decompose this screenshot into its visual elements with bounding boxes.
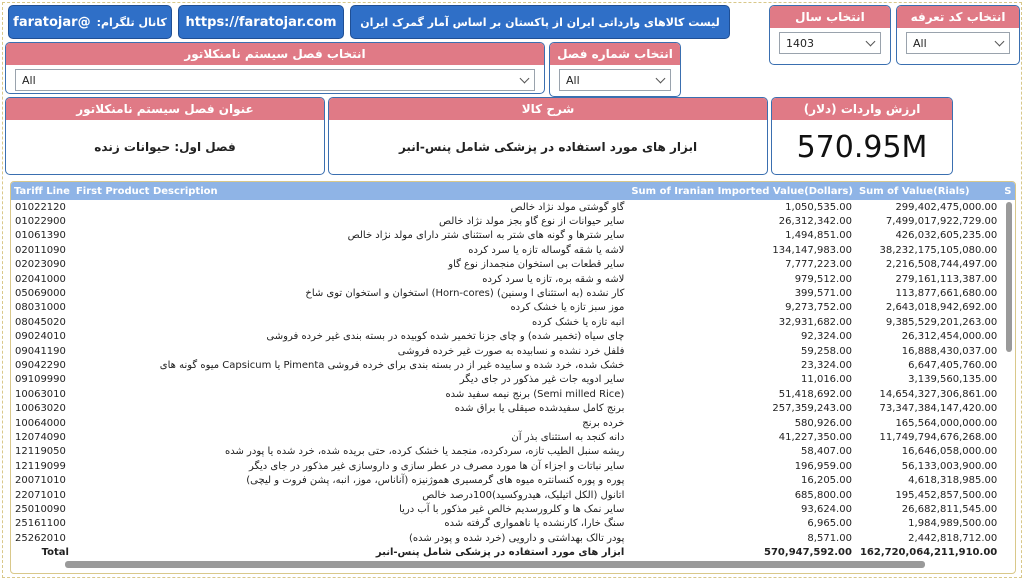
imported-value-dollars-cell: 979,512.00 xyxy=(794,273,852,285)
table-row[interactable] xyxy=(11,502,1015,516)
total-rials-cell: 162,720,064,211,910.00 xyxy=(859,547,998,559)
imported-value-dollars-cell: 26,312,342.00 xyxy=(778,216,852,228)
goods-description-card-value: ابزار های مورد استفاده در پزشکی شامل پنس-انبر xyxy=(398,140,698,154)
column-header-imported-value-dollars[interactable]: Sum of Iranian Imported Value(Dollars) xyxy=(628,182,856,200)
product-description-cell: سنگ خارا، کارنشده یا ناهمواری گرفته شده xyxy=(444,518,625,530)
value-rials-cell: 2,442,818,712.00 xyxy=(908,532,998,544)
chapter-number-select-value: All xyxy=(566,73,580,87)
tariff-line-cell: 12119099 xyxy=(15,460,66,472)
imported-value-dollars-cell: 1,050,535.00 xyxy=(785,201,852,213)
tariff-line-cell: 09024010 xyxy=(15,331,66,343)
website-button[interactable]: https://faratojar.com xyxy=(178,5,344,39)
product-description-cell: (Semi milled Rice) برنج نیمه سفید شده xyxy=(445,388,625,400)
tariff-line-cell: 25010090 xyxy=(15,503,66,515)
imported-value-dollars-cell: 196,959.00 xyxy=(794,460,852,472)
imported-value-dollars-cell: 8,571.00 xyxy=(807,532,852,544)
horizontal-scrollbar[interactable] xyxy=(65,561,925,568)
truncated-cell xyxy=(1001,373,1015,387)
product-description-cell: سایر قطعات بی استخوان منجمداز نوع گاو xyxy=(448,259,625,271)
table-header-row xyxy=(11,182,1015,200)
value-rials-cell: 7,499,017,922,729.00 xyxy=(885,216,998,228)
tariff-line-cell: 09042290 xyxy=(15,359,66,371)
tariff-line-cell: 02011090 xyxy=(15,244,66,256)
value-rials-cell: 299,402,475,000.00 xyxy=(895,201,998,213)
truncated-cell xyxy=(1001,545,1015,559)
tariff-line-cell: 22071010 xyxy=(15,489,66,501)
product-description-cell: دانه کنجد به استثنای بذر آن xyxy=(511,431,625,443)
value-rials-cell: 26,312,454,000.00 xyxy=(901,331,998,343)
value-rials-cell: 426,032,605,235.00 xyxy=(895,230,998,242)
table-row[interactable] xyxy=(11,473,1015,487)
value-rials-cell: 4,618,318,985.00 xyxy=(908,475,998,487)
imported-value-dollars-cell: 1,494,851.00 xyxy=(785,230,852,242)
value-rials-cell: 3,139,560,135.00 xyxy=(908,374,998,386)
table-row[interactable] xyxy=(11,387,1015,401)
truncated-cell xyxy=(1001,488,1015,502)
tariff-line-cell: 09109990 xyxy=(15,374,66,386)
imported-value-dollars-cell: 59,258.00 xyxy=(801,345,852,357)
table-row[interactable] xyxy=(11,358,1015,372)
chapter-title-card xyxy=(5,97,325,175)
column-header-value-rials[interactable]: Sum of Value(Rials) xyxy=(856,182,1001,200)
table-row[interactable] xyxy=(11,430,1015,444)
value-rials-cell: 195,452,857,500.00 xyxy=(895,489,998,501)
table-row[interactable] xyxy=(11,344,1015,358)
value-rials-cell: 16,888,430,037.00 xyxy=(901,345,998,357)
table-row[interactable] xyxy=(11,373,1015,387)
table-row[interactable] xyxy=(11,488,1015,502)
column-header-product-description[interactable]: First Product Description xyxy=(73,182,628,200)
truncated-cell xyxy=(1001,459,1015,473)
imported-value-dollars-cell: 23,324.00 xyxy=(801,359,852,371)
truncated-cell xyxy=(1001,445,1015,459)
goods-description-card-label: شرح کالا xyxy=(329,98,767,120)
product-description-cell: سایر شترها و گونه های شتر به استثنای شتر دارای مولد نژاد خالص xyxy=(347,230,625,242)
telegram-channel-button[interactable] xyxy=(8,5,172,39)
product-description-cell: فلفل خرد نشده و نسابیده به صورت غیر خرده فروشی xyxy=(397,345,625,357)
goods-description-card xyxy=(328,97,768,175)
column-header-truncated[interactable]: S xyxy=(1001,182,1015,200)
chapter-title-card-value: فصل اول: حیوانات زنده xyxy=(94,140,236,154)
imported-value-dollars-cell: 11,016.00 xyxy=(801,374,852,386)
product-description-cell: ریشه سنبل الطیب تازه، سردکرده، منجمد یا خشک کرده، حتی بریده شده، خرد شده یا پودر شده xyxy=(224,446,625,458)
import-value-card xyxy=(771,97,953,175)
chapter-number-filter-label: انتخاب شماره فصل xyxy=(550,43,680,65)
truncated-cell xyxy=(1001,473,1015,487)
report-title: لیست کالاهای وارداتی ایران از پاکستان بر اساس آمار گمرک ایران xyxy=(350,5,730,39)
year-select[interactable] xyxy=(779,32,881,54)
table-row[interactable] xyxy=(11,229,1015,243)
table-row[interactable] xyxy=(11,243,1015,257)
tariff-line-cell: 25161100 xyxy=(15,518,66,530)
imported-value-dollars-cell: 257,359,243.00 xyxy=(772,403,852,415)
product-description-cell: لاشه یا شقه گوساله تازه یا سرد کرده xyxy=(468,244,625,256)
table-row[interactable] xyxy=(11,459,1015,473)
product-description-cell: خرده برنج xyxy=(582,417,625,429)
tariff-line-cell: 12119050 xyxy=(15,446,66,458)
tariff-code-filter-label: انتخاب کد تعرفه xyxy=(897,6,1019,28)
tariff-code-select-value: All xyxy=(913,36,927,50)
imported-value-dollars-cell: 399,571.00 xyxy=(794,288,852,300)
tariff-line-cell: 20071010 xyxy=(15,475,66,487)
product-description-cell: گاو گوشتی مولد نژاد خالص xyxy=(510,201,625,213)
product-description-cell: کار نشده (به استثنای ا وسنین) (Horn-cores) استخوان و استخوان توی شاخ xyxy=(305,288,625,300)
value-rials-cell: 113,877,661,680.00 xyxy=(895,288,998,300)
product-description-cell: چای سیاه (تخمیر شده) و چای جزنا تخمیر شده کوبیده در بسته بندی غیر خرده فروشی xyxy=(266,331,625,343)
value-rials-cell: 38,232,175,105,080.00 xyxy=(879,244,998,256)
tariff-line-cell: 09041190 xyxy=(15,345,66,357)
chapter-number-select[interactable] xyxy=(559,69,671,91)
truncated-cell xyxy=(1001,502,1015,516)
product-description-cell: سایر حیوانات از نوع گاو بجز مولد نژاد خالص xyxy=(439,216,625,228)
nomenclature-chapter-select-value: All xyxy=(22,73,36,87)
table-row[interactable] xyxy=(11,330,1015,344)
value-rials-cell: 6,647,405,760.00 xyxy=(908,359,998,371)
imported-value-dollars-cell: 7,777,223.00 xyxy=(785,259,852,271)
total-description-cell: ابزار های مورد استفاده در پزشکی شامل پنس-انبر xyxy=(375,547,625,559)
tariff-line-cell: 10063020 xyxy=(15,403,66,415)
truncated-cell xyxy=(1001,387,1015,401)
column-header-tariff-line[interactable]: Tariff Line xyxy=(11,182,73,200)
chevron-down-icon xyxy=(866,36,876,46)
value-rials-cell: 2,216,508,744,497.00 xyxy=(885,259,998,271)
table-row[interactable] xyxy=(11,416,1015,430)
value-rials-cell: 9,385,529,201,263.00 xyxy=(885,316,998,328)
chapter-title-card-label: عنوان فصل سیستم نامنکلاتور xyxy=(6,98,324,120)
tariff-line-cell: 02041000 xyxy=(15,273,66,285)
value-rials-cell: 14,654,327,306,861.00 xyxy=(879,388,998,400)
value-rials-cell: 73,347,384,147,420.00 xyxy=(879,403,998,415)
value-rials-cell: 2,643,018,942,692.00 xyxy=(885,302,998,314)
value-rials-cell: 279,161,113,387.00 xyxy=(895,273,998,285)
nomenclature-chapter-filter-label: انتخاب فصل سیستم نامنکلاتور xyxy=(6,43,544,65)
truncated-cell xyxy=(1001,430,1015,444)
table-row[interactable] xyxy=(11,214,1015,228)
product-description-cell: پوره و پوره کنسانتره میوه های گرمسیری هموژنیزه (آناناس، موز، انبه، پشن فروت و لیچی) xyxy=(246,475,625,487)
telegram-handle: @faratojar xyxy=(13,14,91,30)
table-row[interactable] xyxy=(11,401,1015,415)
tariff-line-cell: 01061390 xyxy=(15,230,66,242)
imported-value-dollars-cell: 32,931,682.00 xyxy=(778,316,852,328)
product-description-cell: پودر تالک بهداشتی و دارویی (خرد شده و پودر شده) xyxy=(408,532,625,544)
imported-value-dollars-cell: 9,273,752.00 xyxy=(785,302,852,314)
tariff-code-select[interactable] xyxy=(906,32,1010,54)
tariff-line-cell: 08045020 xyxy=(15,316,66,328)
imported-value-dollars-cell: 58,407.00 xyxy=(801,446,852,458)
tariff-line-cell: 01022900 xyxy=(15,216,66,228)
value-rials-cell: 26,682,811,545.00 xyxy=(901,503,998,515)
product-description-cell: موز سبز تازه یا خشک کرده xyxy=(510,302,625,314)
product-description-cell: سایر ادویه جات غیر مذکور در جای دیگر xyxy=(459,374,625,386)
value-rials-cell: 11,749,794,676,268.00 xyxy=(879,431,998,443)
imported-value-dollars-cell: 92,324.00 xyxy=(801,331,852,343)
value-rials-cell: 56,133,003,900.00 xyxy=(901,460,998,472)
table-total-row xyxy=(11,545,1015,559)
product-description-cell: لاشه و شقه بره، تازه یا سرد کرده xyxy=(482,273,625,285)
imported-value-dollars-cell: 134,147,983.00 xyxy=(772,244,852,256)
table-row[interactable] xyxy=(11,272,1015,286)
table-row[interactable] xyxy=(11,200,1015,214)
truncated-cell xyxy=(1001,358,1015,372)
import-value-kpi: 570.95M xyxy=(796,129,928,165)
truncated-cell xyxy=(1001,416,1015,430)
imported-value-dollars-cell: 41,227,350.00 xyxy=(778,431,852,443)
vertical-scrollbar[interactable] xyxy=(1006,202,1012,352)
nomenclature-chapter-select[interactable] xyxy=(15,69,535,91)
table-row[interactable] xyxy=(11,301,1015,315)
imported-value-dollars-cell: 51,418,692.00 xyxy=(778,388,852,400)
chevron-down-icon xyxy=(995,36,1005,46)
product-description-cell: انبه تازه یا خشک کرده xyxy=(531,316,625,328)
truncated-cell xyxy=(1001,401,1015,415)
tariff-line-cell: 12074090 xyxy=(15,431,66,443)
table-row[interactable] xyxy=(11,315,1015,329)
imported-value-dollars-cell: 580,926.00 xyxy=(794,417,852,429)
imports-table-visual xyxy=(10,181,1016,574)
product-description-cell: سایر نمک ها و کلرورسدیم خالص غیر مذکور با آب دریا xyxy=(399,503,625,515)
table-row[interactable] xyxy=(11,286,1015,300)
year-select-value: 1403 xyxy=(786,36,814,50)
tariff-line-cell: 02023090 xyxy=(15,259,66,271)
value-rials-cell: 1,984,989,500.00 xyxy=(908,518,998,530)
tariff-line-cell: 10063010 xyxy=(15,388,66,400)
year-filter-label: انتخاب سال xyxy=(770,6,890,28)
tariff-line-cell: 05069000 xyxy=(15,288,66,300)
total-label-cell: Total xyxy=(41,547,69,559)
product-description-cell: اتانول (الکل اتیلیک، هیدروکسید)100درصد خالص xyxy=(422,489,625,501)
truncated-cell xyxy=(1001,517,1015,531)
total-dollars-cell: 570,947,592.00 xyxy=(764,547,852,559)
imported-value-dollars-cell: 6,965.00 xyxy=(807,518,852,530)
tariff-line-cell: 25262010 xyxy=(15,532,66,544)
table-row[interactable] xyxy=(11,517,1015,531)
imported-value-dollars-cell: 93,624.00 xyxy=(801,503,852,515)
tariff-line-cell: 01022120 xyxy=(15,201,66,213)
product-description-cell: سایر نباتات و اجزاء آن ها مورد مصرف در عطر سازی و داروسازی غیر مذکور در جای دیگر xyxy=(248,460,625,472)
tariff-line-cell: 08031000 xyxy=(15,302,66,314)
tariff-line-cell: 10064000 xyxy=(15,417,66,429)
table-row[interactable] xyxy=(11,445,1015,459)
product-description-cell: برنج کامل سفیدشده صیقلی یا براق شده xyxy=(454,403,625,415)
value-rials-cell: 165,564,000,000.00 xyxy=(895,417,998,429)
imports-table xyxy=(11,182,1015,560)
chevron-down-icon xyxy=(656,73,666,83)
value-rials-cell: 16,646,058,000.00 xyxy=(901,446,998,458)
chevron-down-icon xyxy=(520,73,530,83)
table-row[interactable] xyxy=(11,531,1015,545)
truncated-cell xyxy=(1001,531,1015,545)
table-row[interactable] xyxy=(11,258,1015,272)
imported-value-dollars-cell: 16,205.00 xyxy=(801,475,852,487)
import-value-card-label: ارزش واردات (دلار) xyxy=(772,98,952,120)
telegram-label: کانال تلگرام: xyxy=(96,15,167,29)
product-description-cell: خشک شده، خرد شده و ساییده غیر از در بسته بندی برای خرده فروشی Pimenta یا Capsicum میوه گونه های xyxy=(159,359,625,371)
imported-value-dollars-cell: 685,800.00 xyxy=(794,489,852,501)
